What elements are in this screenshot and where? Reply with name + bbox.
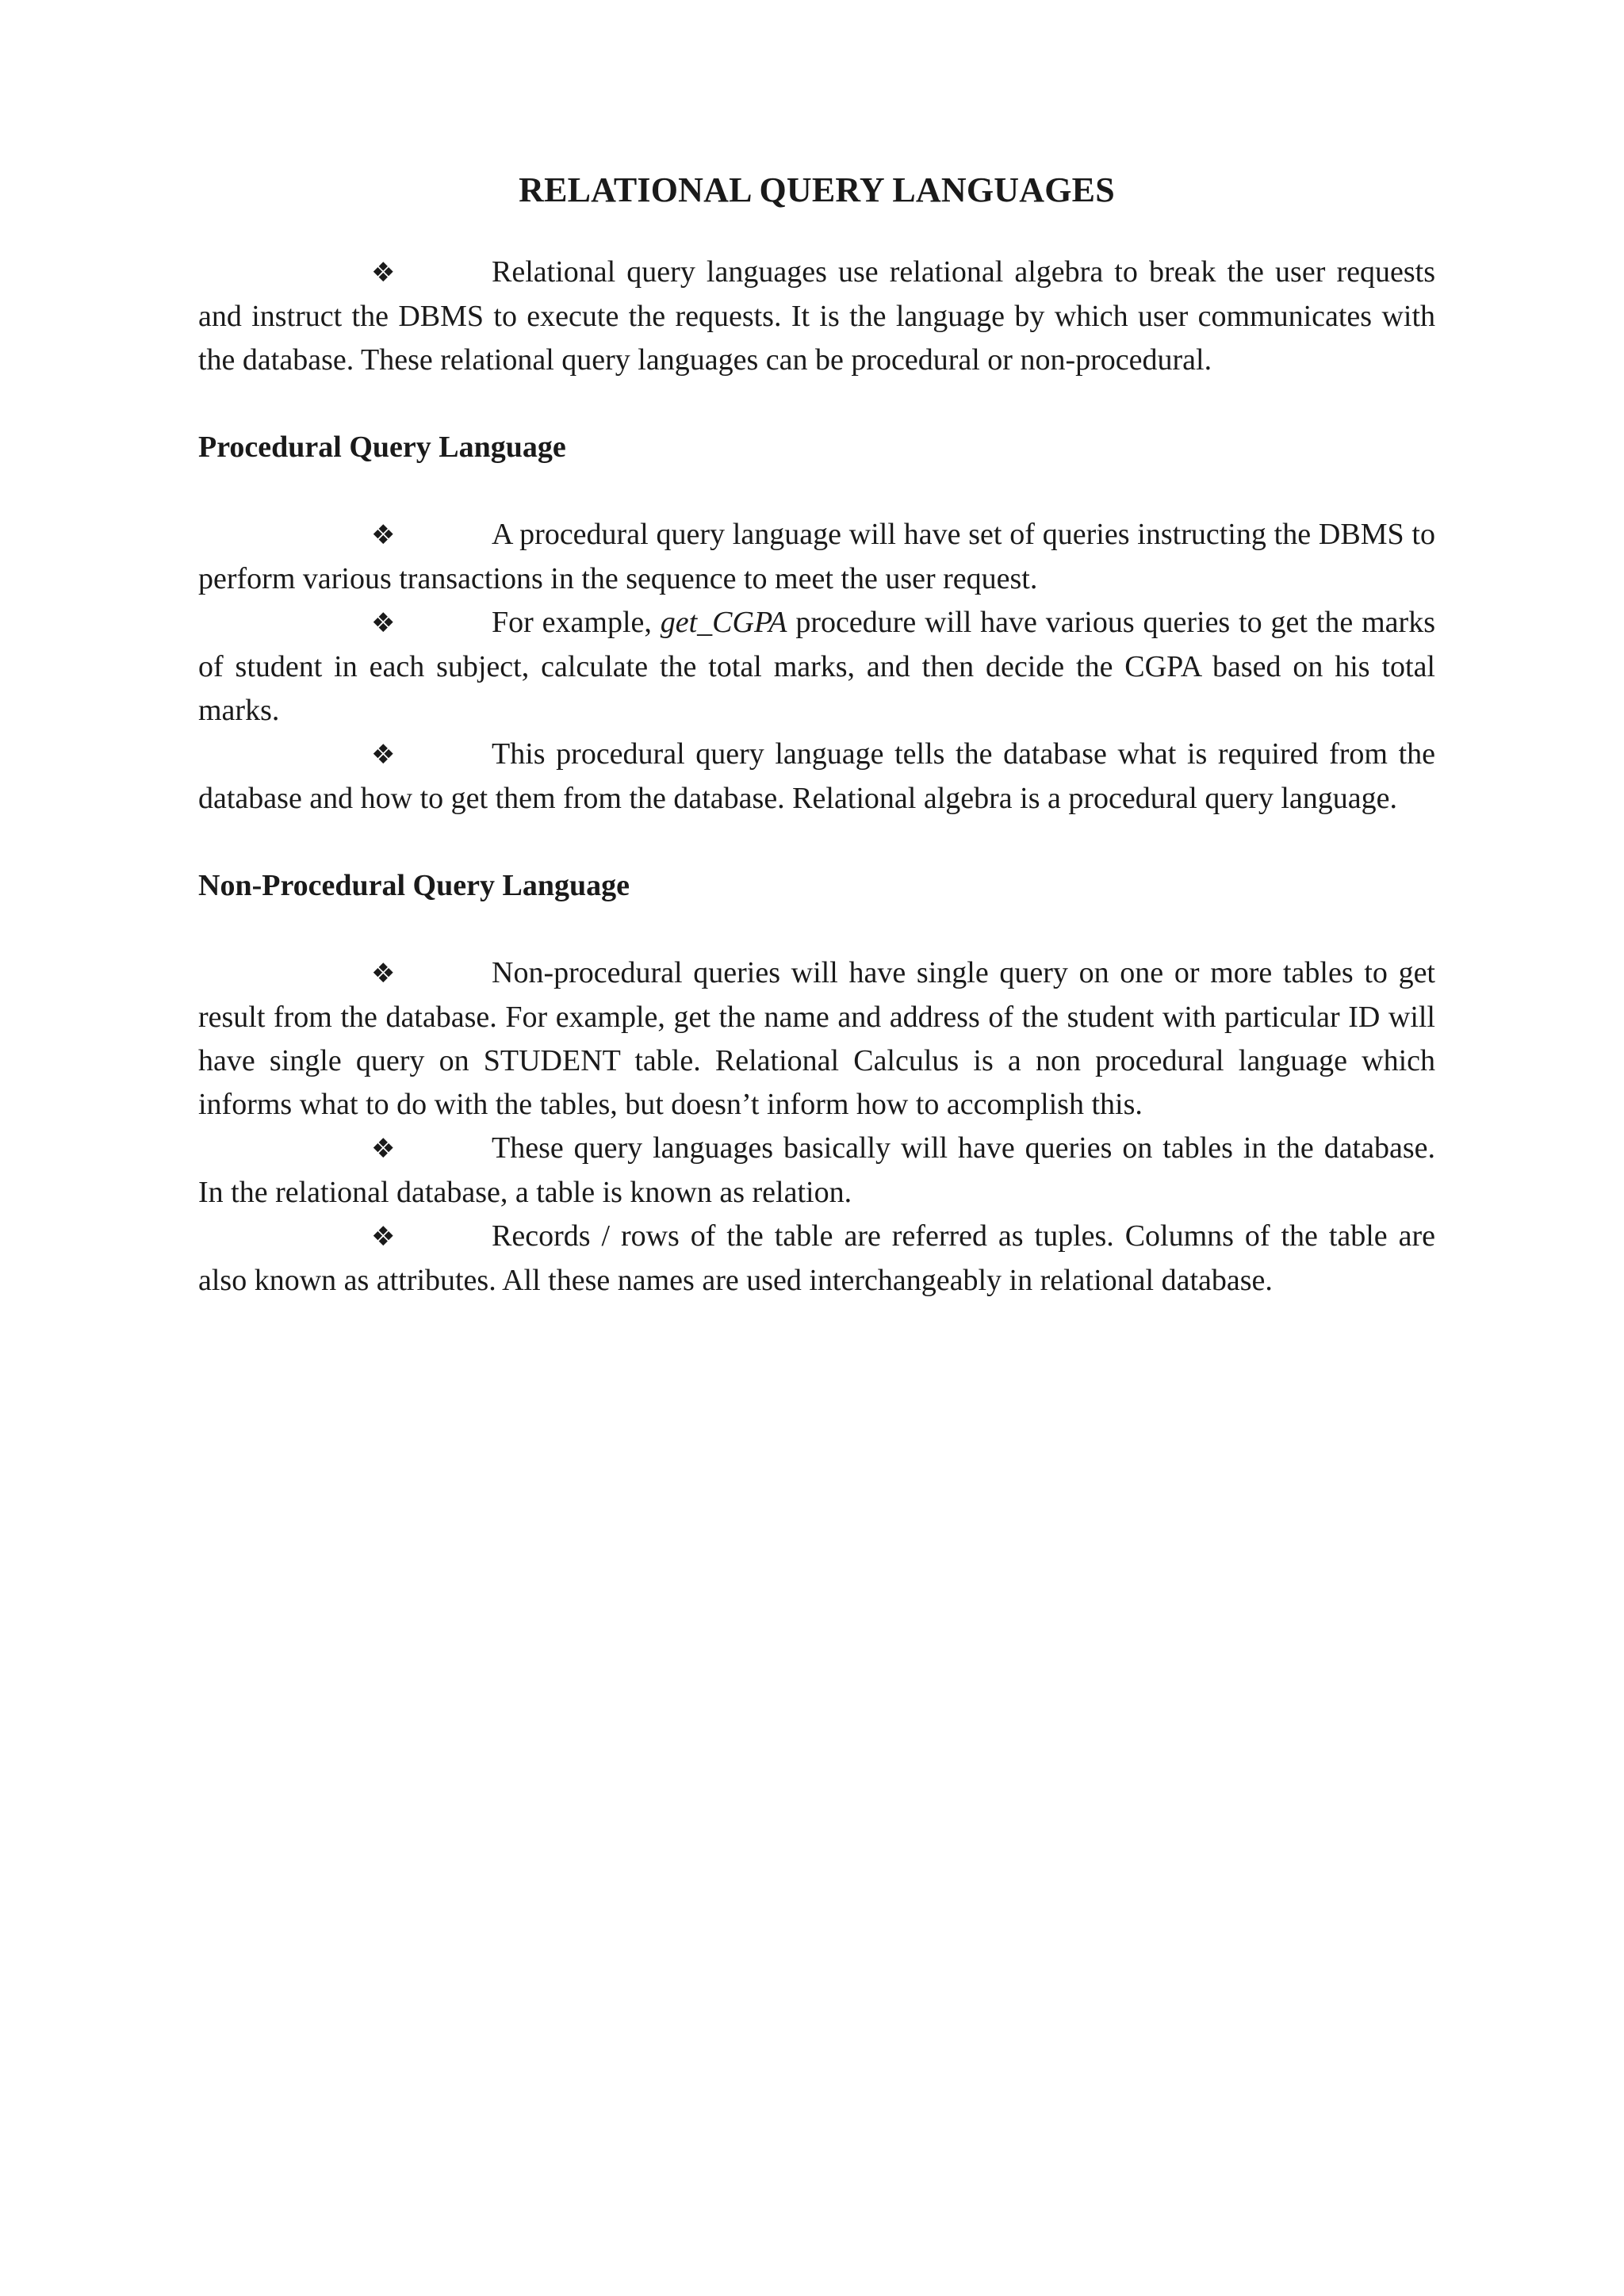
diamond-bullet-icon: ❖ bbox=[371, 257, 396, 289]
document-title: RELATIONAL QUERY LANGUAGES bbox=[519, 170, 1115, 209]
procedural-paragraph-2 bbox=[198, 601, 1435, 733]
intro-text: Relational query languages use relational algebra to break the user requests and instruct the DBMS to execute the requests. It is the language by which user communicates with the database. These relational query languages can be procedural or non-procedural. bbox=[198, 255, 1435, 377]
diamond-bullet-icon: ❖ bbox=[371, 607, 396, 639]
diamond-bullet-icon: ❖ bbox=[371, 739, 396, 771]
non-procedural-text-1: Non-procedural queries will have single query on one or more tables to get result from the database. For example, get the name and address of the student with particular ID will have single query on STUDENT table. Relational Calculus is a non procedural language which informs what to do with the tables, but doesn’t inform how to accomplish this. bbox=[198, 956, 1435, 1121]
procedure-name: get_CGPA bbox=[660, 606, 787, 639]
procedural-text-2-lead: For example, bbox=[492, 606, 661, 639]
diamond-bullet-icon: ❖ bbox=[371, 1221, 396, 1253]
non-procedural-heading: Non-Procedural Query Language bbox=[198, 869, 630, 902]
non-procedural-text-2: These query languages basically will have queries on tables in the database. In the relational database, a table is known as relation. bbox=[198, 1131, 1435, 1209]
procedural-text-1: A procedural query language will have set of queries instructing the DBMS to perform various transactions in the sequence to meet the user request. bbox=[198, 518, 1435, 595]
diamond-bullet-icon: ❖ bbox=[371, 1133, 396, 1165]
diamond-bullet-icon: ❖ bbox=[371, 519, 396, 551]
procedural-paragraph-3 bbox=[198, 733, 1435, 821]
document-body bbox=[198, 166, 1435, 1303]
diamond-bullet-icon: ❖ bbox=[371, 958, 396, 989]
procedural-text-2-rest: procedure will have various queries to get the marks of student in each subject, calculate the total marks, and then decide the CGPA based on his total marks. bbox=[198, 606, 1435, 727]
non-procedural-text-3: Records / rows of the table are referred as tuples. Columns of the table are also known as attributes. All these names are used interchangeably in relational database. bbox=[198, 1219, 1435, 1297]
non-procedural-paragraph-3 bbox=[198, 1215, 1435, 1303]
non-procedural-paragraph-2 bbox=[198, 1127, 1435, 1215]
procedural-text-3: This procedural query language tells the database what is required from the database and how to get them from the database. Relational algebra is a procedural query language. bbox=[198, 737, 1435, 815]
intro-paragraph bbox=[198, 251, 1435, 382]
non-procedural-paragraph-1 bbox=[198, 951, 1435, 1127]
procedural-heading: Procedural Query Language bbox=[198, 430, 566, 464]
procedural-paragraph-1 bbox=[198, 513, 1435, 601]
